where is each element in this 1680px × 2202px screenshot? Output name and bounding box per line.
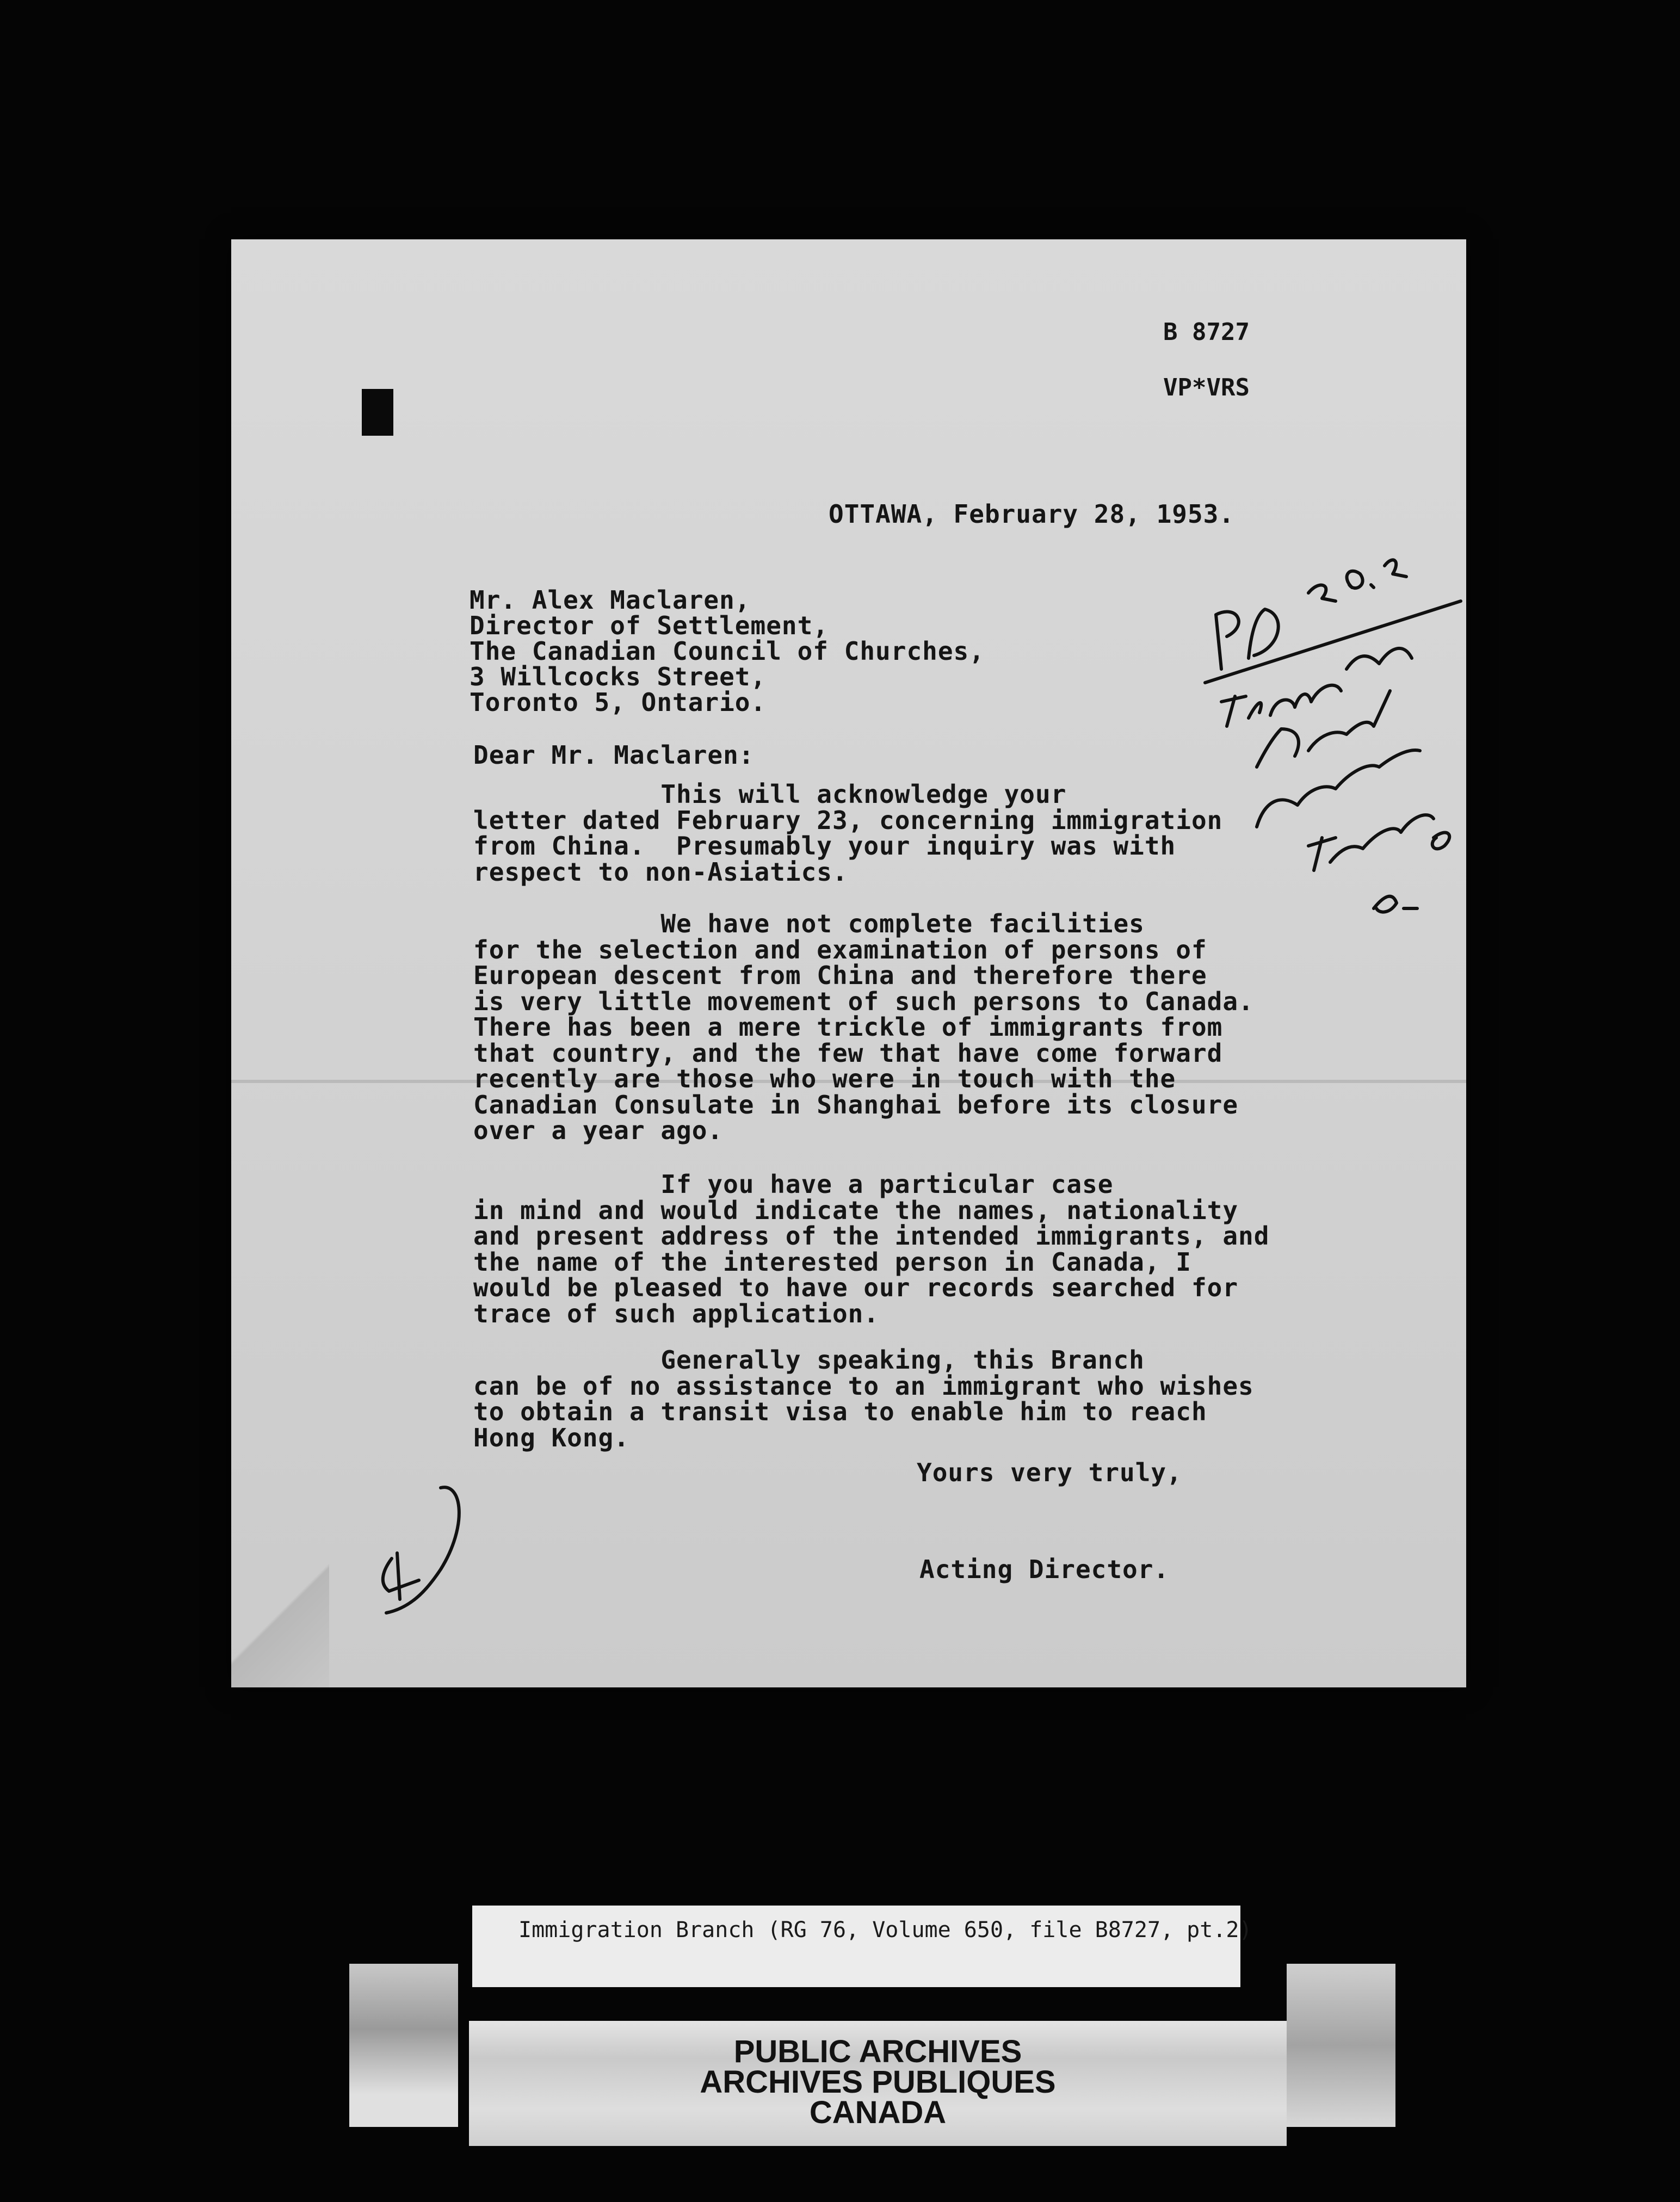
body-line: that country, and the few that have come forward xyxy=(473,1038,1223,1068)
body-line: recently are those who were in touch with the xyxy=(473,1064,1176,1093)
body-line: We have not complete facilities xyxy=(473,909,1145,938)
address-line: The Canadian Council of Churches, xyxy=(470,636,985,666)
body-line: If you have a particular case xyxy=(473,1170,1114,1199)
body-line: the name of the interested person in Canada, I xyxy=(473,1247,1191,1277)
stamp-line-2: ARCHIVES PUBLIQUES xyxy=(700,2064,1056,2100)
handwritten-annotation xyxy=(1205,533,1477,927)
closing: Yours very truly, xyxy=(917,1458,1182,1487)
body-line: Generally speaking, this Branch xyxy=(473,1345,1145,1375)
body-line: This will acknowledge your xyxy=(473,780,1067,809)
letter-page xyxy=(231,239,1466,1687)
address-line: Mr. Alex Maclaren, xyxy=(470,585,751,615)
body-line: would be pleased to have our records searched for xyxy=(473,1273,1239,1302)
address-line: Director of Settlement, xyxy=(470,611,829,640)
body-line: is very little movement of such persons to Canada. xyxy=(473,986,1254,1016)
torn-corner xyxy=(231,1546,329,1687)
address-line: 3 Willcocks Street, xyxy=(470,662,767,691)
body-line: in mind and would indicate the names, nationality xyxy=(473,1195,1239,1225)
body-line: European descent from China and therefore there xyxy=(473,961,1207,990)
punch-hole-mark xyxy=(362,389,393,436)
handwritten-margin-mark xyxy=(375,1482,484,1626)
archive-caption: Immigration Branch (RG 76, Volume 650, file B8727, pt.2) xyxy=(518,1918,1252,1943)
date-line: OTTAWA, February 28, 1953. xyxy=(829,499,1235,529)
body-line: letter dated February 23, concerning immigration xyxy=(473,805,1223,835)
stamp-line-1: PUBLIC ARCHIVES xyxy=(733,2034,1022,2069)
label-tab-right xyxy=(1287,1964,1395,2127)
typist-initials: VP*VRS xyxy=(1163,374,1250,401)
body-line: over a year ago. xyxy=(473,1116,724,1145)
archive-label xyxy=(472,1906,1252,1987)
body-line: and present address of the intended immigrants, and xyxy=(473,1221,1270,1251)
archives-stamp xyxy=(469,2021,1287,2146)
body-line: trace of such application. xyxy=(473,1298,880,1328)
body-line: for the selection and examination of persons of xyxy=(473,935,1207,964)
body-line: Hong Kong. xyxy=(473,1422,629,1452)
body-line: can be of no assistance to an immigrant who wishes xyxy=(473,1371,1254,1401)
body-line: Canadian Consulate in Shanghai before its closure xyxy=(473,1090,1239,1119)
salutation: Dear Mr. Maclaren: xyxy=(473,740,755,770)
file-number: B 8727 xyxy=(1163,318,1250,346)
label-tab-left xyxy=(349,1964,458,2127)
body-line: There has been a mere trickle of immigrants from xyxy=(473,1012,1223,1042)
body-line: from China. Presumably your inquiry was with xyxy=(473,831,1176,861)
stamp-line-3: CANADA xyxy=(809,2095,947,2130)
body-line: respect to non-Asiatics. xyxy=(473,857,848,887)
address-line: Toronto 5, Ontario. xyxy=(470,688,767,717)
body-line: to obtain a transit visa to enable him to reach xyxy=(473,1397,1207,1426)
signature-title: Acting Director. xyxy=(919,1555,1170,1584)
